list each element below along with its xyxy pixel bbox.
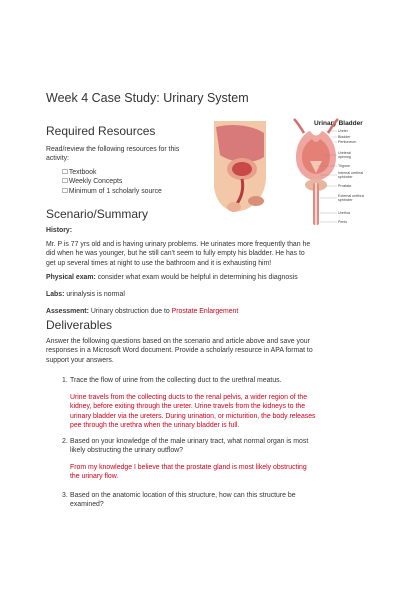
deliverables-intro-line: responses in a Microsoft Word document. Provide a scholarly resource in APA format to [46,347,313,355]
figure-label: Trigone [338,164,351,168]
scenario-heading: Scenario/Summary [46,207,149,221]
answer-2 [70,463,370,482]
answer-1 [70,393,370,430]
history-label: History: [46,227,73,234]
figure-label: Bladder [338,135,351,139]
resource-item: ☐ Weekly Concepts [62,177,162,186]
figure-label: External urethral [338,194,364,198]
history-line: Mr. P is 77 yrs old and is having urinary problems. He urinates more frequently than he [46,241,311,248]
resource-item: ☐ Minimum of 1 scholarly source [62,187,162,196]
labs [46,290,125,299]
bladder-illustration [212,117,364,229]
assessment-text: Urinary obstruction due to [90,308,170,315]
answer-line: urinary bladder via the ureters. During urination, or micturition, the body releases [70,412,316,420]
figure-label: Peritoneum [338,140,357,144]
history-text [46,240,366,268]
page-title: Week 4 Case Study: Urinary System [46,91,249,105]
question-1 [62,376,362,385]
labs-label: Labs: [46,291,65,298]
question-text: likely obstructing the urinary outflow? [70,447,183,455]
history-line: did when he was younger, but he still can't seem to fully empty his bladder. He has to [46,250,305,258]
figure-label: Internal urethral [338,171,364,175]
answer-line: From my knowledge I believe that the prostate gland is most likely obstructing [70,464,307,471]
answer-line: the urinary flow. [70,473,119,481]
labs-text: urinalysis is normal [66,291,125,298]
deliverables-intro [46,337,366,365]
figure-label: opening [338,155,351,159]
resources-list [62,168,162,196]
resources-intro-line: Read/review the following resources for this [46,146,180,153]
question-2 [62,437,362,456]
figure-label: Ureter [338,129,348,133]
resources-intro [46,145,179,164]
answer-line: kidney, before exiting through the ureter. Urine travels from the kidneys to the [70,403,306,411]
physical-exam [46,273,298,282]
figure-label: Penis [338,220,347,224]
question-text: Based on the anatomic location of this structure, how can this structure be [70,492,296,499]
assessment [46,307,238,316]
answer-line: pee through the urethra when the urinary bladder is full. [70,421,240,429]
deliverables-heading: Deliverables [46,318,113,332]
question-text: Trace the flow of urine from the collecting duct to the urethral meatus. [70,377,282,384]
figure-label: Ureteral [338,151,351,155]
resources-intro-line: activity: [46,155,69,163]
history-line: get up several times at night to use the bathroom and it is exhausting him! [46,259,272,267]
resource-item: ☐ Textbook [62,168,162,177]
resources-heading: Required Resources [46,124,156,138]
exam-text: consider what exam would be helpful in determining his diagnosis [97,274,298,281]
deliverables-intro-line: Answer the following questions based on the scenario and article above and save your [46,338,310,345]
figure-label: Urethra [338,211,350,215]
assessment-label: Assessment: [46,308,89,315]
answer-line: Urine travels from the collecting ducts to the renal pelvis, a wider region of the [70,394,308,401]
figure-label: sphincter [338,198,353,202]
question-text: examined? [70,501,104,509]
deliverables-intro-line: support your answers. [46,356,114,364]
question-number: 1. [62,377,68,384]
exam-label: Physical exam: [46,274,96,281]
figure-label: sphincter [338,175,353,179]
question-number: 2. [62,438,68,445]
assessment-highlight: Prostate Enlargement [171,308,239,315]
figure-title: Urinary Bladder [314,120,363,127]
figure-label: Prostate [338,184,352,188]
question-number: 3. [62,492,68,499]
question-text: Based on your knowledge of the male urinary tract, what normal organ is most [70,438,309,445]
urinary-bladder-figure [212,117,364,229]
question-3 [62,491,362,510]
